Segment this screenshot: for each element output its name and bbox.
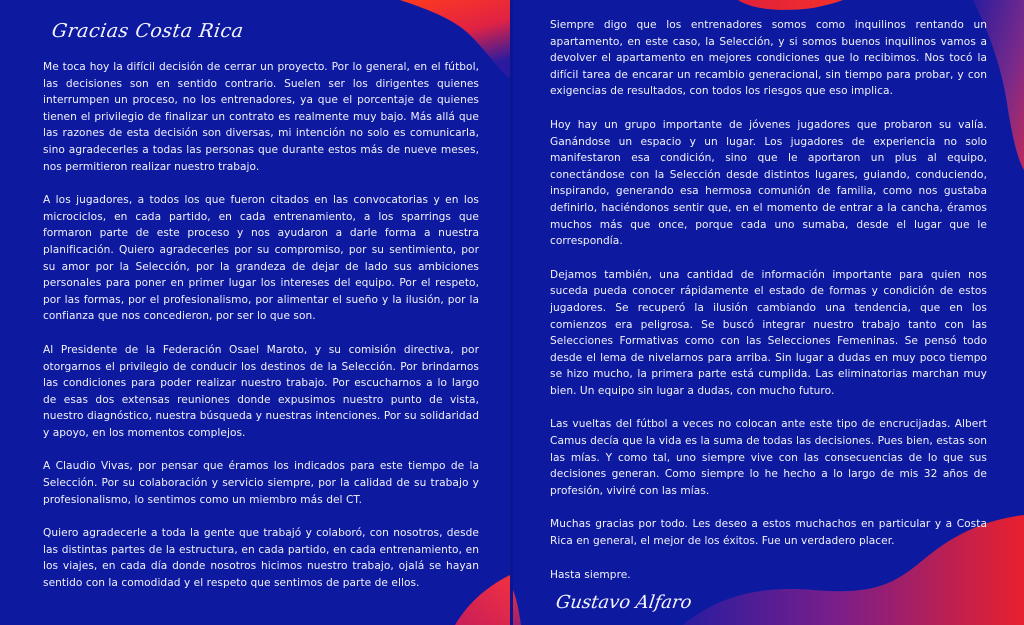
letter-page-right bbox=[513, 0, 1024, 625]
letter-body-left bbox=[43, 59, 479, 609]
paragraph: A Claudio Vivas, por pensar que éramos los indicados para este tiempo de la Selección. Por su colaboración y servicio siempre, por la calidad de su trabajo y profesionalismo, lo sentimos como un miembro más del CT. bbox=[43, 460, 479, 506]
paragraph: Muchas gracias por todo. Les deseo a estos muchachos en particular y a Costa Rica en general, el mejor de los éxitos. Fue un verdadero placer. bbox=[550, 518, 987, 548]
paragraph: Al Presidente de la Federación Osael Maroto, y su comisión directiva, por otorgarnos el privilegio de conducir los destinos de la Selección. Por brindarnos las condiciones para poder realizar nuestro trabajo. Por escucharnos a lo largo de esas dos extensas reuniones donde expusimos nuestro punto de vista, nuestro diagnóstico, nuestra búsqueda y nuestras intenciones. Por su solidaridad y apoyo, en los momentos complejos. bbox=[43, 343, 479, 439]
closing-line: Hasta siempre. bbox=[550, 568, 631, 581]
paragraph: Me toca hoy la difícil decisión de cerrar un proyecto. Por lo general, en el fútbol, las decisiones son en sentido contrario. Suelen ser los dirigentes quienes interrumpen un proceso, no los entrenadores, ya que el porcentaje de quienes tienen el privilegio de finalizar un contrato es realmente muy bajo. Más allá que las razones de esta decisión son diversas, mi intención no solo es comunicarla, sino agradecerles a todas las personas que durante estos más de nueve meses, nos permitieron realizar nuestro trabajo. bbox=[43, 61, 479, 173]
paragraph: A los jugadores, a todos los que fueron citados en las convocatorias y en los microciclos, en cada partido, en cada entrenamiento, a los sparrings que formaron parte de este proceso y nos ayudaron a darle forma a nuestra planificación. Quiero agradecerles por su compromiso, por su sentimiento, por su amor por la Selección, por la grandeza de dejar de lado sus ambiciones personales para poner en primer lugar los intereses del equipo. Por el respeto, por las formas, por el profesionalismo, por alimentar el sueño y la ilusión, por la confianza que nos concedieron, por ser lo que son. bbox=[43, 194, 479, 323]
letter-title-script: Gracias Costa Rica bbox=[50, 20, 246, 42]
paragraph: Quiero agradecerle a toda la gente que trabajó y colaboró, con nosotros, desde las distintas partes de la estructura, en cada partido, en cada entrenamiento, en los viajes, en cada día donde nosotros hicimos nuestro trabajo, ojalá se hayan sentido con la comodidad y el respeto que sentimos de parte de ellos. bbox=[43, 527, 479, 590]
paragraph: Las vueltas del fútbol a veces no colocan ante este tipo de encrucijadas. Albert Camus decía que la vida es la suma de todas las decisiones. Pues bien, estas son las mías. Y como tal, uno siempre vive con las consecuencias de lo que sus decisiones generan. Como siempre lo he hecho a lo largo de mis 32 años de profesión, viviré con las mías. bbox=[550, 418, 987, 497]
signature-script: Gustavo Alfaro bbox=[554, 592, 693, 614]
paragraph: Hoy hay un grupo importante de jóvenes jugadores que probaron su valía. Ganándose un espacio y un lugar. Los jugadores de experiencia no solo manifestaron esa condición, sino que le aportaron un plus al equipo, conectándose con la Selección desde distintos lugares, guiando, conduciendo, inspirando, generando esa hermosa comunión de familia, como nos gustaba definirlo, haciéndonos sentir que, en el momento de entrar a la cancha, éramos muchos más que once, porque cada uno sumaba, desde el lugar que le correspondía. bbox=[550, 118, 987, 248]
letter-body-right bbox=[550, 17, 987, 613]
letter-page-left bbox=[0, 0, 510, 625]
paragraph: Siempre digo que los entrenadores somos como inquilinos rentando un apartamento, en este caso, la Selección, y si somos buenos inquilinos vamos a devolver el apartamento en mejores condiciones que lo recibimos. Nos tocó la difícil tarea de encarar un recambio generacional, sin tiempo para probar, y con exigencias de resultados, con todos los riesgos que eso implica. bbox=[550, 19, 987, 98]
paragraph: Dejamos también, una cantidad de información importante para quien nos suceda pueda conocer rápidamente el estado de formas y condición de estos jugadores. Se recuperó la ilusión cambiando una tendencia, que en los comienzos era peligrosa. Se buscó integrar nuestro trabajo tanto con las Selecciones Formativas como con las Selecciones Femeninas. Se pensó todo desde el lema de nivelarnos para arriba. Sin lugar a dudas en muy poco tiempo se hizo mucho, la primera parte está cumplida. Las eliminatorias marchan muy bien. Un equipo sin lugar a dudas, con mucho futuro. bbox=[550, 268, 987, 397]
